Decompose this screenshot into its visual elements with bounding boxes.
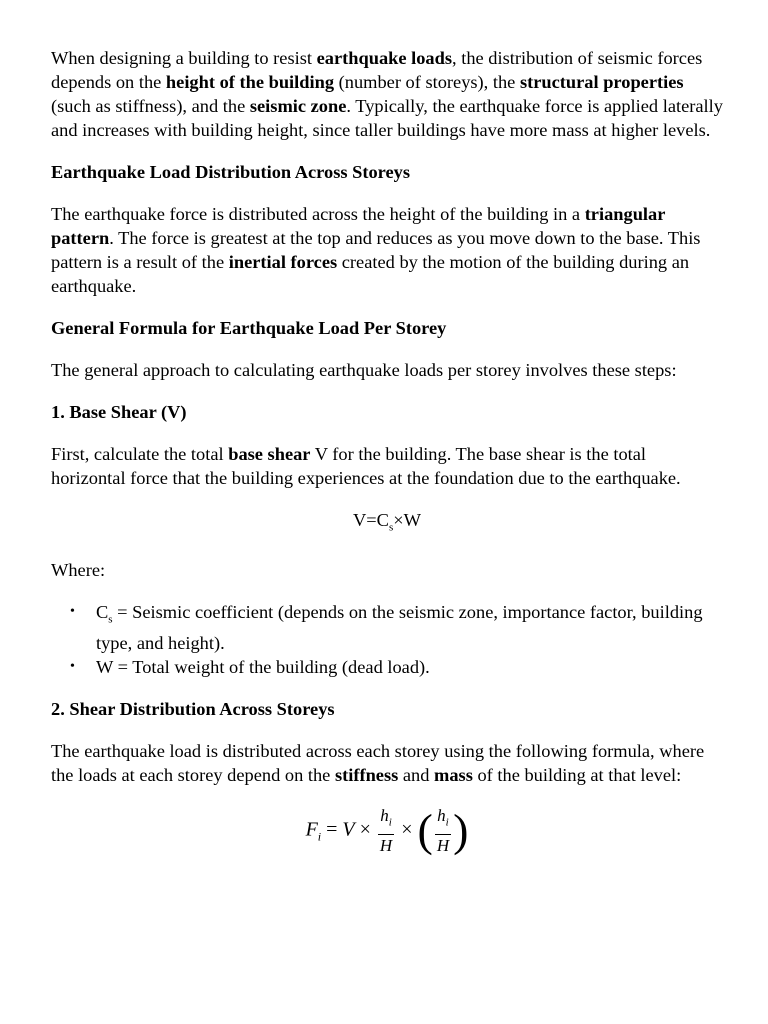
- section-heading-general-formula: General Formula for Earthquake Load Per Storey: [51, 318, 447, 338]
- right-paren: ): [453, 805, 469, 857]
- formula-symbol: h: [437, 806, 446, 826]
- definition-list: [51, 600, 723, 680]
- where-label: Where:: [51, 559, 106, 580]
- definition-text: = Seismic coefficient (depends on the seismic zone, importance factor, building type, and height).: [96, 601, 703, 654]
- document-page: [51, 46, 723, 875]
- storey-force-formula: [51, 805, 723, 856]
- formula-subscript: i: [388, 816, 392, 829]
- bold-text: earthquake loads: [316, 48, 453, 68]
- formula-text: V=C: [353, 510, 389, 530]
- shear-distribution-paragraph: [51, 739, 723, 787]
- formula-subscript: s: [388, 521, 394, 534]
- formula-operator: ×: [354, 818, 376, 841]
- fraction: [378, 805, 394, 856]
- base-shear-paragraph: [51, 442, 723, 490]
- text: (such as stiffness), and the: [51, 96, 250, 116]
- text: . Typically, the earthquake force is applied laterally and increases with building height, since taller buildings have more mass at higher levels.: [51, 96, 723, 140]
- fraction-numerator: [378, 805, 394, 834]
- load-distribution-paragraph: [51, 202, 723, 298]
- fraction-denominator: H: [379, 835, 393, 855]
- text: The earthquake force is distributed across the height of the building in a: [51, 204, 585, 224]
- fraction-denominator: H: [436, 835, 450, 855]
- base-shear-formula: [51, 508, 723, 540]
- text: First, calculate the total: [51, 444, 229, 464]
- step-heading-shear-distribution: 2. Shear Distribution Across Storeys: [51, 699, 335, 720]
- text: . The force is greatest at the top and reduces as you move down to the base. This pattern is a result of the: [51, 228, 701, 272]
- bold-text: inertial forces: [228, 252, 338, 272]
- bold-text: triangular pattern: [51, 204, 666, 248]
- symbol: C: [96, 601, 109, 622]
- bold-text: height of the building: [165, 72, 335, 92]
- section-heading-load-distribution: Earthquake Load Distribution Across Storeys: [51, 162, 411, 182]
- definition-text: = Total weight of the building (dead load).: [113, 657, 430, 678]
- symbol: W: [96, 657, 114, 678]
- bullet-icon: •: [70, 603, 75, 619]
- formula-symbol: h: [380, 806, 389, 826]
- formula-symbol: F: [305, 818, 318, 841]
- bold-text: seismic zone: [249, 96, 347, 116]
- text: of the building at that level:: [472, 765, 682, 786]
- bold-text: mass: [434, 765, 473, 786]
- formula-subscript: i: [317, 829, 322, 844]
- symbol-subscript: s: [108, 613, 113, 626]
- formula-subscript: i: [445, 816, 449, 829]
- text: created by the motion of the building during an earthquake.: [51, 252, 690, 296]
- formula-text: ×W: [393, 510, 421, 530]
- text: and: [398, 765, 435, 786]
- general-formula-paragraph: The general approach to calculating earthquake loads per storey involves these steps:: [51, 360, 677, 380]
- list-item: [51, 600, 723, 656]
- text: (number of storeys), the: [334, 72, 520, 92]
- text: The earthquake load is distributed across each storey using the following formula, where the loads at each storey depend on the: [51, 741, 705, 786]
- fraction: [435, 805, 451, 856]
- text: When designing a building to resist: [51, 48, 317, 68]
- bold-text: stiffness: [334, 765, 399, 786]
- list-item: [51, 655, 723, 679]
- formula-operator: =: [321, 818, 343, 841]
- formula-symbol: V: [342, 818, 355, 841]
- step-heading-base-shear: 1. Base Shear (V): [51, 402, 187, 422]
- fraction-numerator: [435, 805, 451, 834]
- text: , the distribution of seismic forces depends on the: [51, 48, 703, 92]
- bullet-icon: •: [70, 659, 75, 675]
- bold-text: base shear: [228, 444, 311, 464]
- formula-operator: ×: [396, 818, 418, 841]
- text: V for the building. The base shear is the total horizontal force that the building experiences at the foundation due to the earthquake.: [51, 444, 681, 488]
- intro-paragraph: [51, 46, 723, 142]
- bold-text: structural properties: [519, 72, 684, 92]
- left-paren: (: [417, 805, 433, 857]
